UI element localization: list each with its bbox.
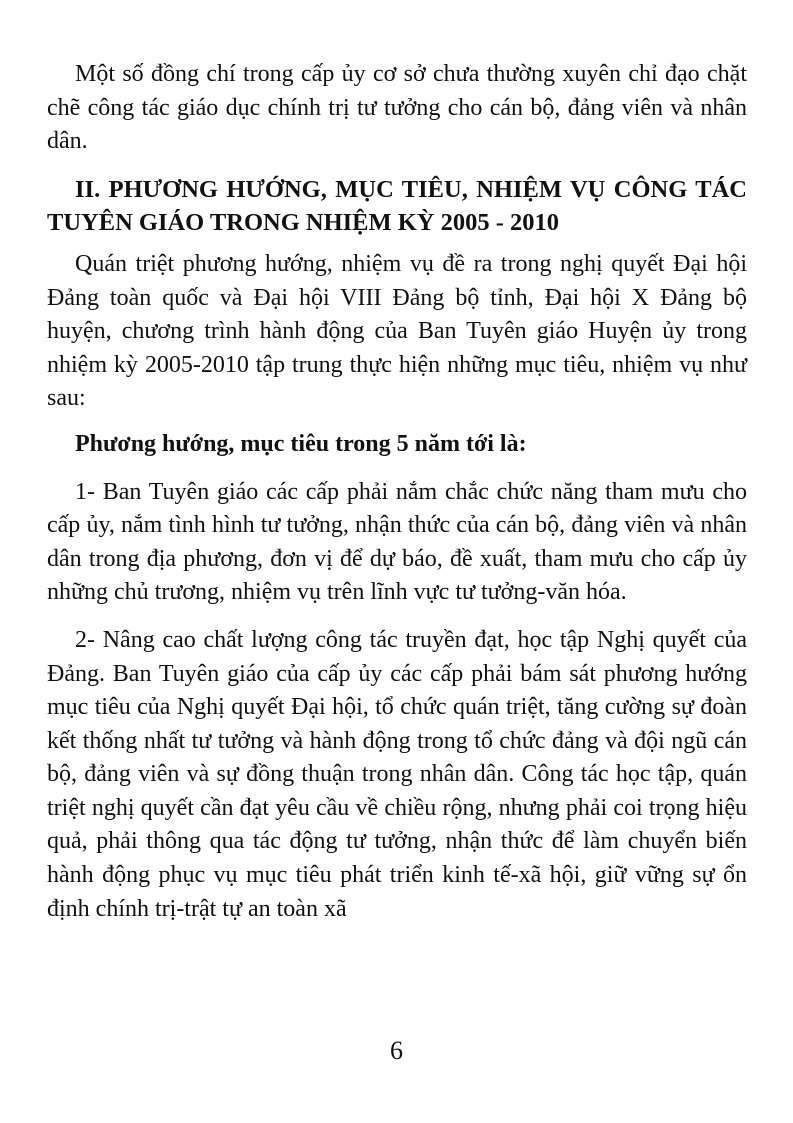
paragraph-intro: Một số đồng chí trong cấp ủy cơ sở chưa thường xuyên chỉ đạo chặt chẽ công tác giáo dục chính trị tư tưởng cho cán bộ, đảng viên và nhân dân. (47, 61, 747, 155)
paragraph-item-2: 2- Nâng cao chất lượng công tác truyền đạt, học tập Nghị quyết của Đảng. Ban Tuyên giáo của cấp ủy các cấp phải bám sát phương hướng mục tiêu của Nghị quyết Đại hội, tổ chức quán triệt, tăng cường sự đoàn kết thống nhất tư tưởng và hành động trong tổ chức đảng và đội ngũ cán bộ, đảng viên và sự đồng thuận trong nhân dân. Công tác học tập, quán triệt nghị quyết cần đạt yêu cầu về chiều rộng, nhưng phải coi trọng hiệu quả, phải thông qua tác động tư tưởng, nhận thức để làm chuyển biến hành động phục vụ mục tiêu phát triển kinh tế-xã hội, giữ vững sự ổn định chính trị-trật tự an toàn xã (47, 626, 747, 922)
section-heading: II. PHƯƠNG HƯỚNG, MỤC TIÊU, NHIỆM VỤ CÔNG TÁC TUYÊN GIÁO TRONG NHIỆM KỲ 2005 - 2010 (47, 175, 747, 237)
paragraph-quan-triet: Quán triệt phương hướng, nhiệm vụ đề ra trong nghị quyết Đại hội Đảng toàn quốc và Đại hội VIII Đảng bộ tỉnh, Đại hội X Đảng bộ huyện, chương trình hành động của Ban Tuyên giáo Huyện ủy trong nhiệm kỳ 2005-2010 tập trung thực hiện những mục tiêu, nhiệm vụ như sau: (47, 250, 747, 412)
subheading: Phương hướng, mục tiêu trong 5 năm tới là: (75, 430, 527, 457)
page-number: 6 (390, 1036, 403, 1065)
paragraph-item-1: 1- Ban Tuyên giáo các cấp phải nắm chắc chức năng tham mưu cho cấp ủy, nắm tình hình tư tưởng, nhận thức của cán bộ, đảng viên và nhân dân trong địa phương, đơn vị để dự báo, đề xuất, tham mưu cho cấp ủy những chủ trương, nhiệm vụ trên lĩnh vực tư tưởng-văn hóa. (47, 478, 747, 606)
document-page (47, 58, 747, 926)
